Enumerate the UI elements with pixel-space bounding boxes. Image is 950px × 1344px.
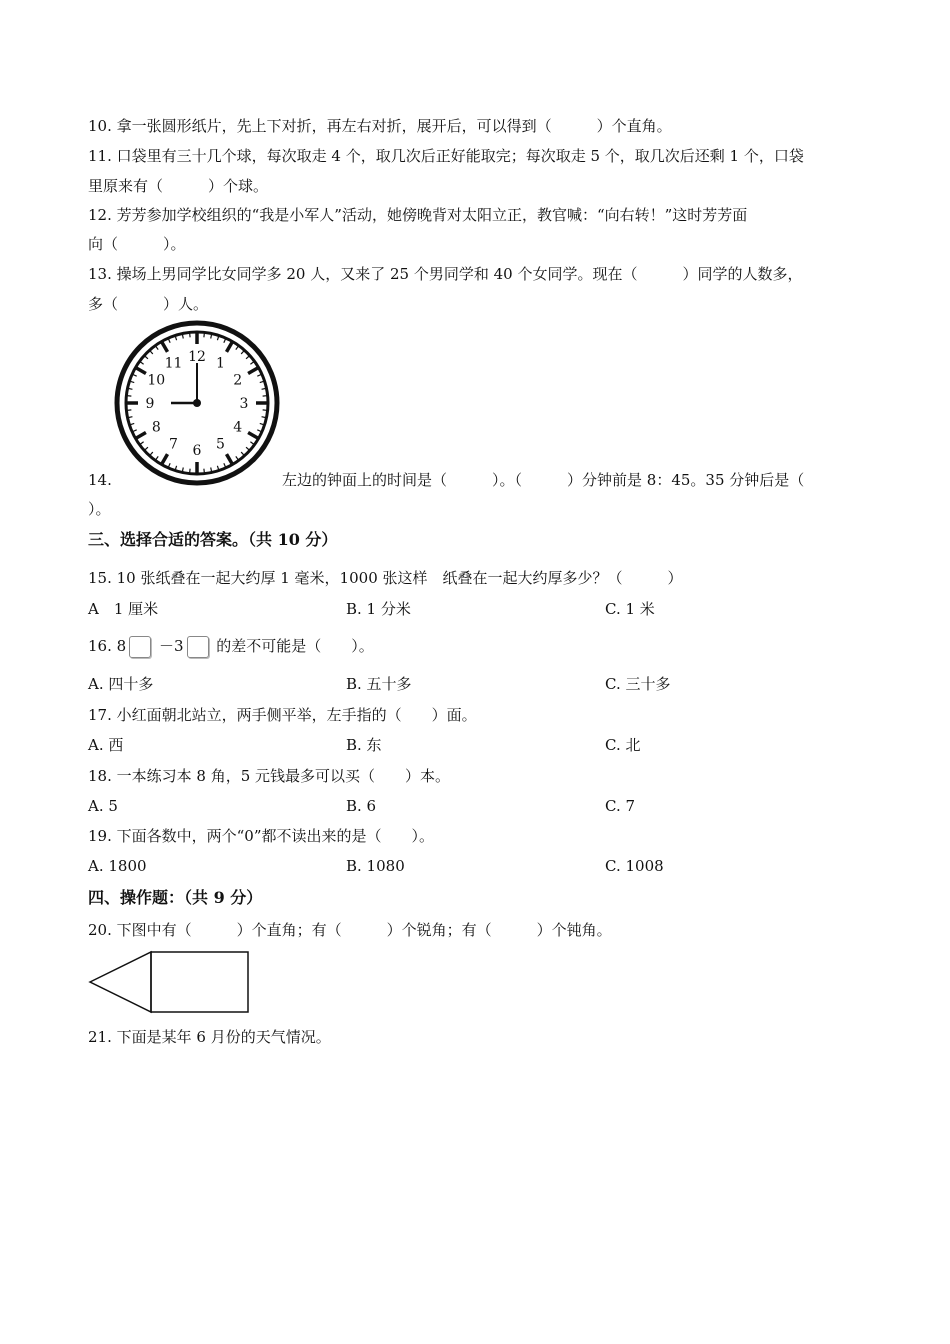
q17-option-b: B. 东	[346, 736, 382, 754]
question-17: 17. 小红面朝北站立，两手侧平举，左手指的（ ）面。	[88, 706, 477, 724]
arrow-shape-figure	[86, 950, 254, 1016]
q19-option-b: B. 1080	[346, 857, 405, 875]
question-13-line1: 13. 操场上男同学比女同学多 20 人，又来了 25 个男同学和 40 个女同学。现在（ ）同学的人数多，	[88, 265, 803, 283]
q15-option-b: B. 1 分米	[346, 600, 411, 618]
q18-option-c: C. 7	[605, 797, 636, 815]
rectangle-part	[151, 952, 248, 1012]
clock-number: 5	[216, 436, 225, 453]
question-14-text: 左边的钟面上的时间是（ ）。（ ）分钟前是 8：45。35 分钟后是（	[282, 471, 805, 489]
blank-box-1	[129, 636, 151, 658]
q16-text: 的差不可能是（ ）。	[216, 637, 374, 655]
triangle-part	[90, 952, 151, 1012]
q19-option-c: C. 1008	[605, 857, 664, 875]
minute-tick	[263, 410, 268, 411]
clock-number: 7	[169, 436, 178, 453]
blank-box-2	[187, 636, 209, 658]
q18-option-b: B. 6	[346, 797, 377, 815]
question-14-number: 14.	[88, 471, 112, 489]
q18-option-a: A. 5	[88, 797, 118, 815]
clock-number: 1	[216, 355, 225, 372]
clock-number: 6	[192, 443, 202, 459]
minute-tick	[204, 332, 205, 337]
question-21: 21. 下面是某年 6 月份的天气情况。	[88, 1028, 331, 1046]
question-16	[88, 634, 374, 658]
question-11-line1: 11. 口袋里有三十几个球，每次取走 4 个，取几次后正好能取完；每次取走 5 个，取几次后还剩 1 个，口袋	[88, 147, 804, 165]
section-4-heading: 四、操作题：（共 9 分）	[88, 888, 263, 907]
minute-tick	[190, 332, 191, 337]
question-12-line2: 向（ ）。	[88, 235, 186, 253]
q16-option-a: A. 四十多	[88, 675, 154, 693]
clock-face	[112, 320, 282, 488]
q16-minus: －3	[158, 637, 184, 655]
question-11-line2: 里原来有（ ）个球。	[88, 177, 269, 195]
question-10: 10. 拿一张圆形纸片，先上下对折，再左右对折，展开后，可以得到（ ）个直角。	[88, 117, 672, 135]
q15-option-c: C. 1 米	[605, 600, 655, 618]
question-19: 19. 下面各数中，两个“0”都不读出来的是（ ）。	[88, 827, 435, 845]
question-14-end: ）。	[88, 500, 111, 518]
question-18: 18. 一本练习本 8 角，5 元钱最多可以买（ ）本。	[88, 767, 451, 785]
question-13-line2: 多（ ）人。	[88, 295, 209, 313]
question-15: 15. 10 张纸叠在一起大约厚 1 毫米，1000 张这样 纸叠在一起大约厚多少？（ ）	[88, 569, 683, 587]
q15-option-a: A 1 厘米	[88, 600, 159, 618]
q16-option-b: B. 五十多	[346, 675, 412, 693]
q16-option-c: C. 三十多	[605, 675, 671, 693]
clock-number: 4	[233, 419, 243, 436]
clock-number: 10	[147, 372, 166, 389]
q19-option-a: A. 1800	[88, 857, 147, 875]
minute-tick	[126, 396, 131, 397]
q17-option-a: A. 西	[88, 736, 124, 754]
q16-number: 16.	[88, 637, 112, 655]
minute-tick	[190, 469, 191, 474]
section-3-heading: 三、选择合适的答案。（共 10 分）	[88, 530, 338, 549]
q17-option-c: C. 北	[605, 736, 641, 754]
minute-tick	[263, 396, 268, 397]
clock-number: 2	[233, 372, 243, 389]
q16-digit: 8	[116, 637, 127, 655]
minute-tick	[126, 410, 131, 411]
clock-number: 12	[188, 349, 206, 365]
minute-tick	[204, 469, 205, 474]
question-20: 20. 下图中有（ ）个直角；有（ ）个锐角；有（ ）个钝角。	[88, 921, 612, 939]
clock-center	[193, 399, 201, 407]
clock-number: 3	[239, 396, 249, 412]
clock-number: 9	[145, 396, 155, 412]
clock-number: 8	[151, 419, 161, 436]
question-12-line1: 12. 芳芳参加学校组织的“我是小军人”活动，她傍晚背对太阳立正，教官喊：“向右转！”这时芳芳面	[88, 206, 748, 224]
clock-number: 11	[164, 355, 183, 372]
